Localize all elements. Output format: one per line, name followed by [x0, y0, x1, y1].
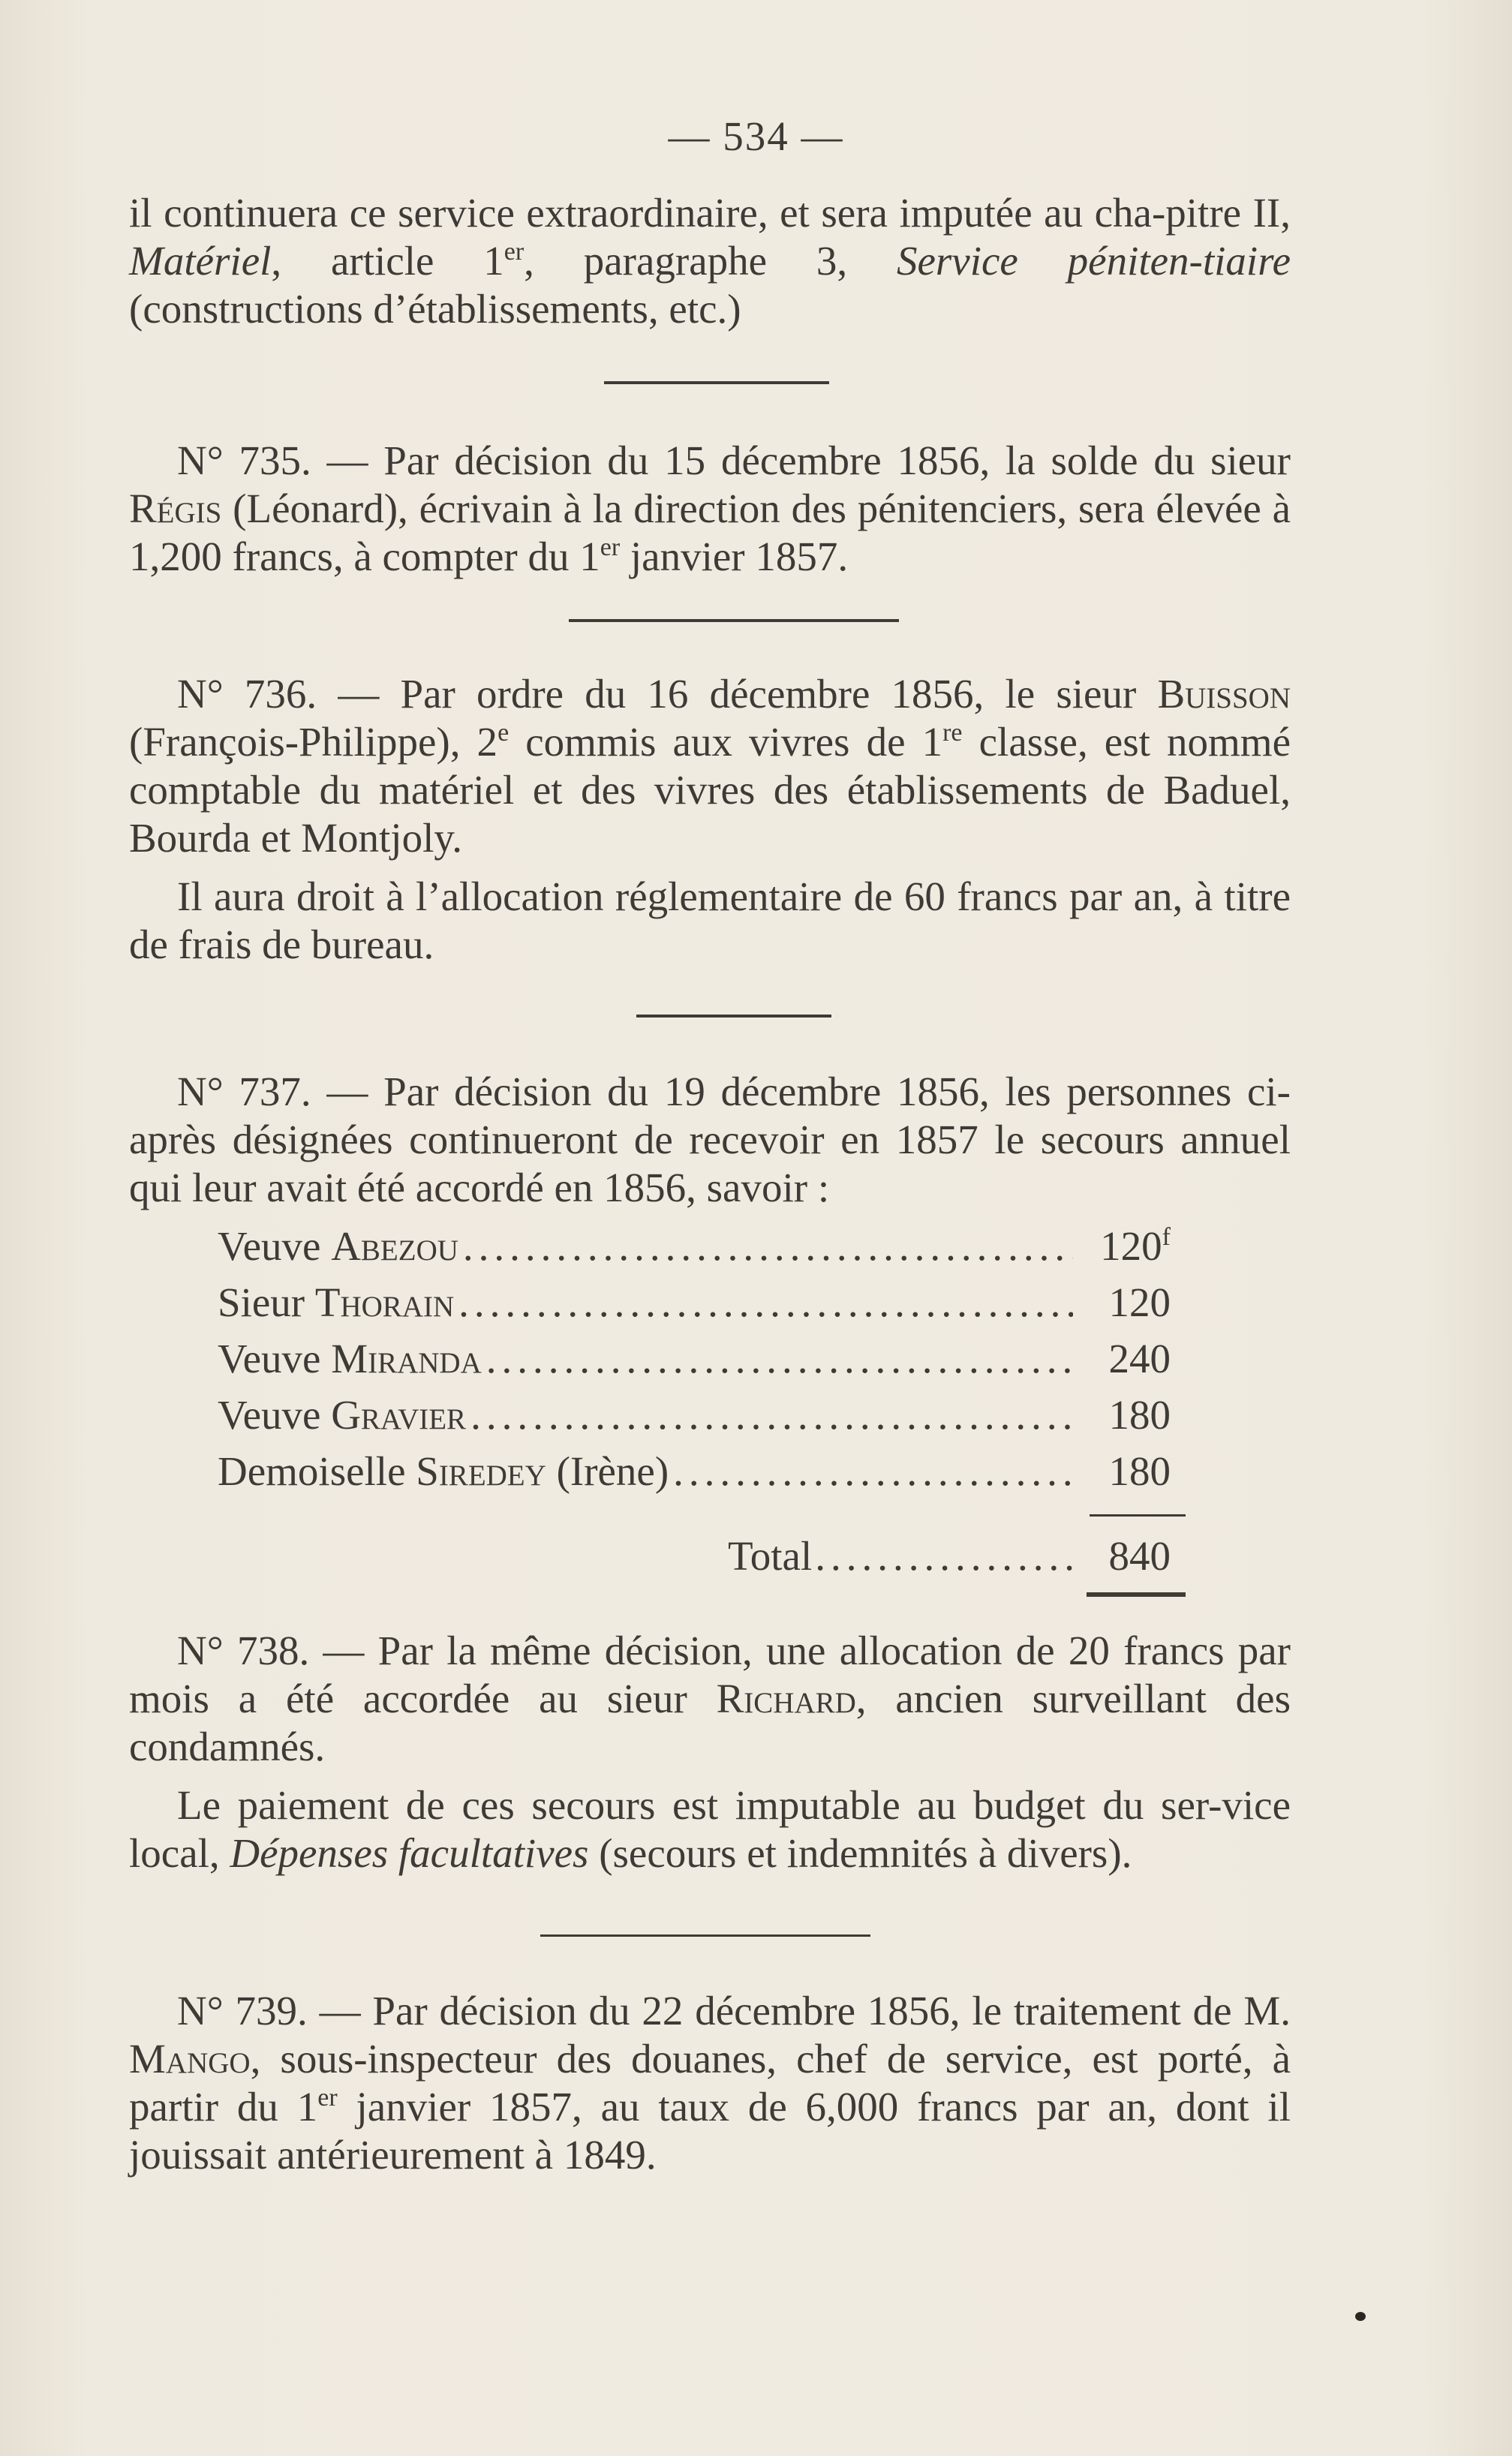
page-number: — 534 —: [668, 113, 844, 159]
amount-value: 240: [1108, 1336, 1171, 1381]
section-separator: [540, 1934, 870, 1937]
dot-leader: [486, 1334, 1073, 1384]
recipient-title: Sieur: [218, 1279, 315, 1325]
recipient-name: Gravier: [331, 1392, 467, 1438]
ink-speck: [1355, 2312, 1366, 2321]
text-run: N° 738. — Par la même décision, une allocation de 20 francs par mois a été accordée au sieur: [129, 1628, 1291, 1721]
recipient-title: Demoiselle: [218, 1448, 416, 1494]
text-run: , paragraphe 3,: [524, 238, 897, 284]
total-double-rule: [1087, 1592, 1186, 1597]
amount-value: 180: [1108, 1392, 1171, 1438]
text-run: N° 736. — Par ordre du 16 décembre 1856, le sieur: [177, 671, 1158, 717]
recipient-name: Abezou: [331, 1223, 458, 1269]
amount: [1081, 1447, 1171, 1496]
dot-leader: [463, 1222, 1073, 1271]
recipient-name: Siredey: [416, 1448, 546, 1494]
text-run-italic: Dépenses facultatives: [230, 1830, 589, 1876]
total-rule: [1090, 1514, 1186, 1517]
dot-leader: [673, 1447, 1073, 1496]
text-run-italic: Service péniten-tiaire: [896, 238, 1291, 284]
amount: [1081, 1278, 1171, 1327]
text-run: Le paiement de ces secours est imputable au budget du ser-vice local,: [129, 1782, 1291, 1876]
dot-leader: [815, 1532, 1073, 1581]
recipient-name: Miranda: [331, 1336, 482, 1381]
entry-738: [129, 1627, 1291, 1877]
text-run: N° 735. — Par décision du 15 décembre 1856, la solde du sieur: [177, 437, 1291, 483]
text-run: (secours et indemnités à divers).: [588, 1830, 1132, 1876]
amount-value: 120: [1108, 1279, 1171, 1325]
superscript: er: [600, 534, 621, 561]
amount: [1081, 1334, 1171, 1384]
text-run: , sous-inspecteur des douanes, chef de service, est porté, à partir du 1: [129, 2036, 1291, 2130]
person-name: Mango: [129, 2036, 251, 2082]
allowance-row: [218, 1222, 1171, 1271]
allowance-row: [218, 1278, 1171, 1327]
text-run: N° 739. — Par décision du 22 décembre 1856, le traitement de M.: [177, 1988, 1291, 2034]
entry-735: [129, 437, 1291, 581]
text-run: janvier 1857, au taux de 6,000 francs par an, dont il jouissait antérieurement à 1849.: [129, 2084, 1291, 2178]
recipient-title: Veuve: [218, 1336, 332, 1381]
recipient: [218, 1447, 669, 1496]
text-run: janvier 1857.: [620, 534, 849, 579]
superscript: re: [942, 719, 963, 747]
recipient: [218, 1390, 466, 1440]
amount-value: 180: [1108, 1448, 1171, 1494]
amount: [1081, 1222, 1171, 1271]
amount-unit: f: [1162, 1223, 1171, 1251]
person-name: Buisson: [1157, 671, 1291, 717]
recipient-name: Thorain: [314, 1279, 455, 1325]
superscript: er: [317, 2084, 338, 2112]
superscript: er: [503, 238, 525, 266]
dot-leader: [458, 1278, 1073, 1327]
entry-737: [129, 1068, 1291, 1212]
text-run: (Léonard), écrivain à la direction des pénitenciers, sera élevée à 1,200 francs, à compter du 1: [129, 485, 1291, 579]
allowance-row: [218, 1390, 1171, 1440]
allowance-row: [218, 1447, 1171, 1496]
text-run: , ancien surveillant des condamnés.: [129, 1676, 1291, 1769]
amount: [1081, 1390, 1171, 1440]
text-run: il continuera ce service extraordinaire, et sera imputée au cha-pitre II,: [129, 190, 1291, 236]
section-separator: [636, 1015, 831, 1018]
allowance-row: [218, 1334, 1171, 1384]
entry-736: [129, 670, 1291, 969]
entry-739: [129, 1987, 1291, 2179]
person-name: Régis: [129, 485, 222, 531]
recipient-title: Veuve: [218, 1223, 332, 1269]
continuation-paragraph: [129, 189, 1291, 333]
dot-leader: [470, 1390, 1073, 1440]
section-separator: [604, 381, 829, 384]
total-row: [728, 1532, 1171, 1581]
entry-737-text: N° 737. — Par décision du 19 décembre 1856, les personnes ci-après désignées continueront de recevoir en 1857 le secours annuel qui leur avait été accordé en 1856, savoir :: [129, 1069, 1291, 1210]
text-run: commis aux vivres de 1: [509, 719, 943, 765]
person-name: Richard: [716, 1676, 856, 1721]
text-run: classe, est nommé comptable du matériel et des vivres des établissements de Baduel, Bourda et Montjoly.: [129, 719, 1291, 861]
recipient: [218, 1278, 454, 1327]
recipient: [218, 1222, 458, 1271]
text-run: (François-Philippe), 2: [129, 719, 498, 765]
text-run: (constructions d’établissements, etc.): [129, 286, 741, 332]
text-run-italic: Matériel: [129, 238, 272, 284]
recipient-extra: (Irène): [546, 1448, 669, 1494]
total-label: Total: [728, 1533, 813, 1579]
recipient-title: Veuve: [218, 1392, 332, 1438]
recipient: [218, 1334, 482, 1384]
section-separator: [569, 619, 899, 622]
text-run: , article 1: [271, 238, 504, 284]
entry-736-second-paragraph: Il aura droit à l’allocation réglementaire de 60 francs par an, à titre de frais de bureau.: [129, 873, 1291, 967]
total-amount: 840: [1108, 1533, 1171, 1579]
amount-value: 120: [1100, 1223, 1162, 1269]
superscript: e: [497, 719, 510, 747]
